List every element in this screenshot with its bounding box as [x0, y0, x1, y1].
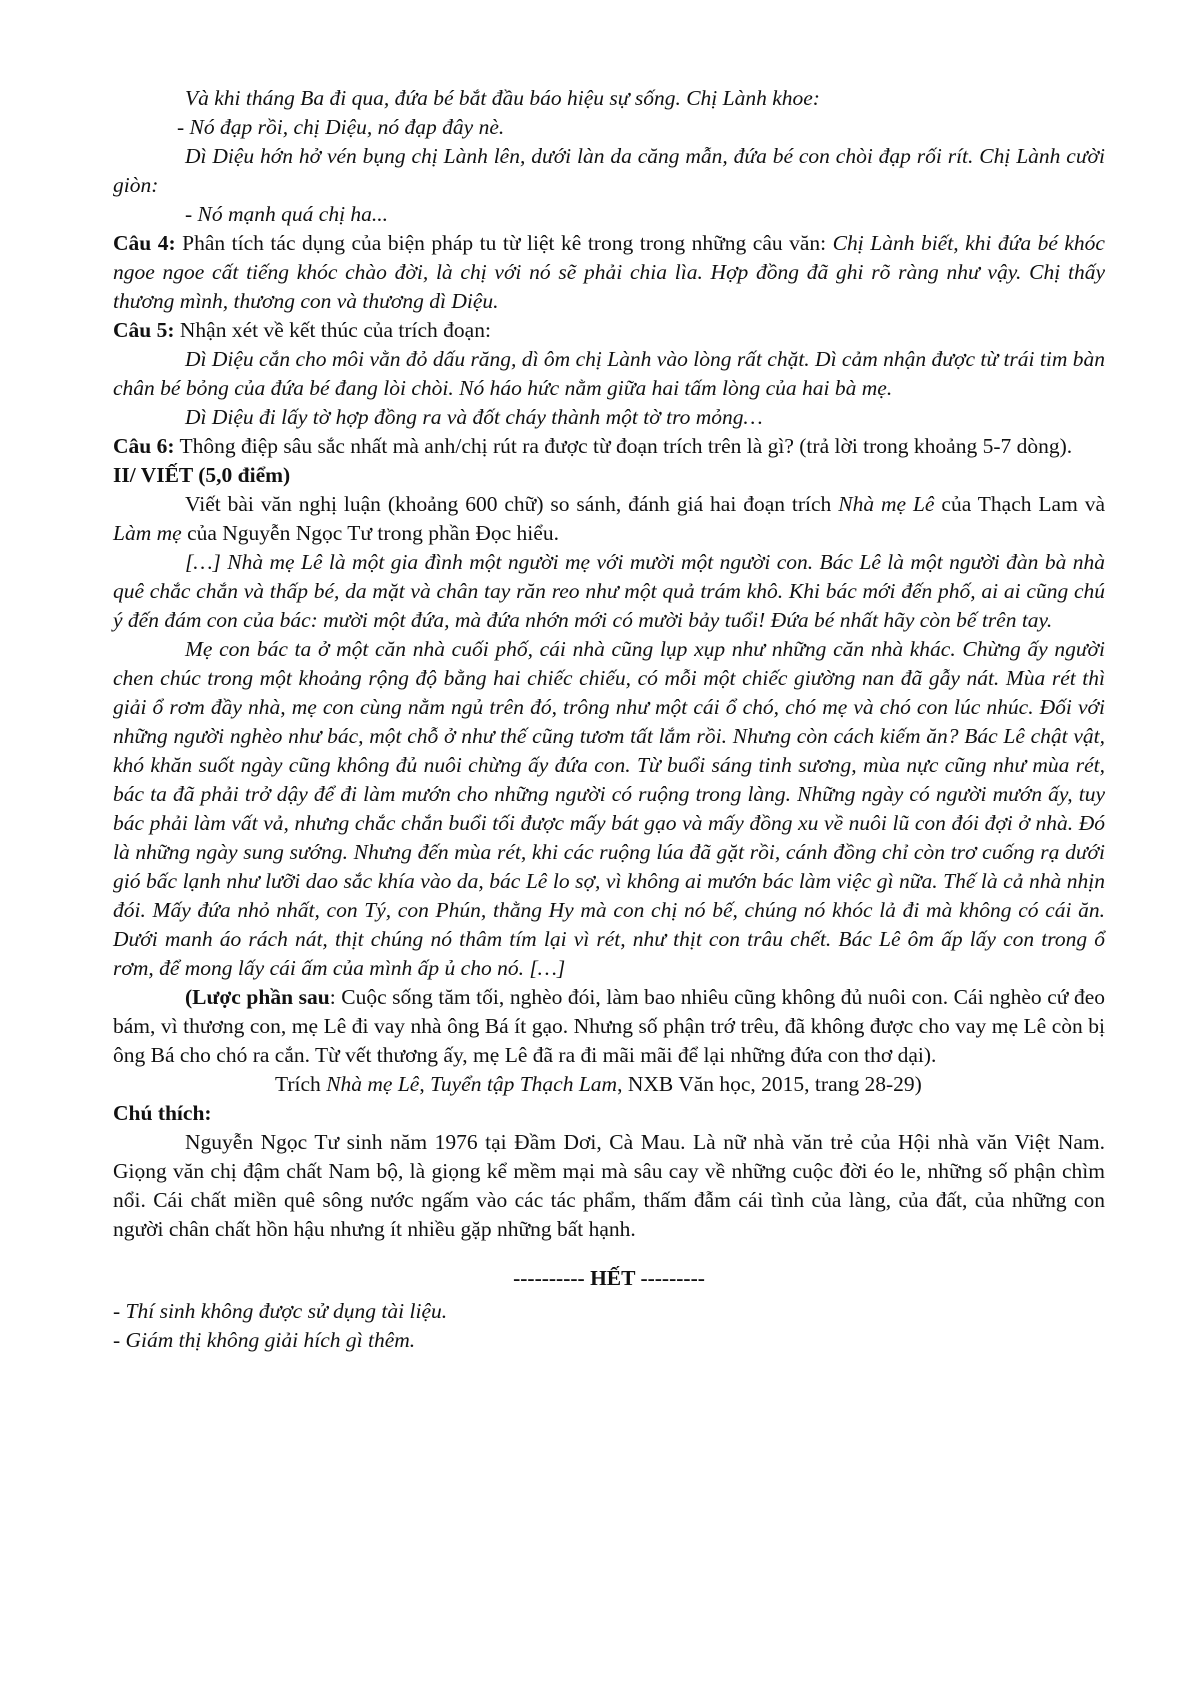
- note-heading: Chú thích:: [113, 1101, 212, 1125]
- work-title-2: Làm mẹ: [113, 521, 182, 545]
- passage-line-2: - Nó đạp rồi, chị Diệu, nó đạp đây nè.: [177, 115, 505, 139]
- excerpt-paragraph-2: Mẹ con bác ta ở một căn nhà cuối phố, cái nhà cũng lụp xụp như những căn nhà khác. Chừng ấy người chen chúc trong một khoảng rộng độ bằng hai chiếc chiếu, có mỗi một chiếc giường nan đã gẫy nát. Mùa rét thì giải ổ rơm đầy nhà, mẹ con cùng nằm ngủ trên đó, trông như một cái ổ chó, chó mẹ và chó con lúc nhúc. Đối với những người nghèo như bác, một chỗ ở như thế cũng tươm tất lắm rồi. Nhưng còn cách kiếm ăn? Bác Lê chật vật, khó khăn suốt ngày cũng không đủ nuôi chừng ấy đứa con. Từ buổi sáng tinh sương, mùa nực cũng như mùa rét, bác ta đã phải trở dậy để đi làm mướn cho những người có ruộng trong làng. Những ngày có người mướn ấy, tuy bác phải làm vất vả, nhưng chắc chắn buổi tối được mấy bát gạo và mấy đồng xu về nuôi lũ con đói đợi ở nhà. Đó là những ngày sung sướng. Nhưng đến mùa rét, khi các ruộng lúa đã gặt rồi, cánh đồng chỉ còn trơ cuống rạ dưới gió bấc lạnh như lưỡi dao sắc khía vào da, bác Lê lo sợ, vì không ai mướn bác làm việc gì nữa. Thế là cả nhà nhịn đói. Mấy đứa nhỏ nhất, con Tý, con Phún, thằng Hy mà con chị nó bế, chúng nó khóc lả đi mà không có cái ăn. Dưới manh áo rách nát, thịt chúng nó thâm tím lại vì rét, như thịt con trâu chết. Bác Lê ôm ấp lấy con trong ổ rơm, để mong lấy cái ấm của mình ấp ủ cho nó. […]: [113, 637, 1105, 980]
- question-4-label: Câu 4:: [113, 231, 176, 255]
- question-6-text: Thông điệp sâu sắc nhất mà anh/chị rút ra được từ đoạn trích trên là gì? (trả lời trong khoảng 5-7 dòng).: [174, 434, 1073, 458]
- work-title-1: Nhà mẹ Lê: [838, 492, 935, 516]
- excerpt-paragraph-1: […] Nhà mẹ Lê là một gia đình một người mẹ với mười một người con. Bác Lê là một người đàn bà nhà quê chắc chắn và thấp bé, da mặt và chân tay răn reo như một quả trám khô. Khi bác mới đến phố, ai ai cũng chú ý đến đám con của bác: mười một đứa, mà đứa nhớn mới có mười bảy tuổi! Đứa bé nhất hãy còn bế trên tay.: [113, 550, 1105, 632]
- question-6-label: Câu 6:: [113, 434, 175, 458]
- excerpt-summary: (Lược phần sau: Cuộc sống tăm tối, nghèo đói, làm bao nhiêu cũng không đủ nuôi con. Cái nghèo cứ đeo bám, vì thương con, mẹ Lê đi vay nhà ông Bá ít gạo. Nhưng số phận trớ trêu, đã không được cho vay mẹ Lê còn bị ông Bá cho chó ra cắn. Từ vết thương ấy, mẹ Lê đã ra đi mãi mãi để lại những đứa con thơ dại).: [113, 985, 1105, 1067]
- question-5-quote-1: Dì Diệu cắn cho môi vằn đỏ dấu răng, dì ôm chị Lành vào lòng rất chặt. Dì cảm nhận được từ trái tim bàn chân bé bỏng của đứa bé đang lòi chòi. Nó háo hức nằm giữa hai tấm lòng của hai bà mẹ.: [113, 347, 1105, 400]
- summary-label: (Lược phần sau: [185, 985, 330, 1009]
- passage-line-1: Và khi tháng Ba đi qua, đứa bé bắt đầu báo hiệu sự sống. Chị Lành khoe:: [185, 86, 820, 110]
- passage-line-3: Dì Diệu hớn hở vén bụng chị Lành lên, dưới làn da căng mẫn, đứa bé con chòi đạp rối rít. Chị Lành cười giòn:: [113, 144, 1105, 197]
- exam-rule-2: - Giám thị không giải hích gì thêm.: [113, 1328, 416, 1352]
- passage-line-4: - Nó mạnh quá chị ha...: [185, 202, 389, 226]
- question-4-text: Phân tích tác dụng của biện pháp tu từ liệt kê trong trong những câu văn:: [175, 231, 833, 255]
- question-5-label: Câu 5:: [113, 318, 175, 342]
- question-4: [113, 229, 1105, 316]
- question-4-quote: Chị Lành biết, khi đứa bé khóc ngoe ngoe cất tiếng khóc chào đời, là chị với nó sẽ phải chia lìa. Hợp đồng đã ghi rõ ràng như vậy. Chị thấy thương mình, thương con và thương dì Diệu.: [113, 231, 1105, 313]
- question-5-quote-2: Dì Diệu đi lấy tờ hợp đồng ra và đốt cháy thành một tờ tro mỏng…: [185, 405, 763, 429]
- excerpt-source: Trích Nhà mẹ Lê, Tuyển tập Thạch Lam, NXB Văn học, 2015, trang 28-29): [275, 1072, 922, 1096]
- exam-page: [113, 84, 1105, 1355]
- question-6: [113, 432, 1105, 461]
- question-5-text: Nhận xét về kết thúc của trích đoạn:: [174, 318, 491, 342]
- writing-task: Viết bài văn nghị luận (khoảng 600 chữ) so sánh, đánh giá hai đoạn trích Nhà mẹ Lê của Thạch Lam và Làm mẹ của Nguyễn Ngọc Tư trong phần Đọc hiểu.: [113, 492, 1106, 545]
- question-5: [113, 316, 1105, 345]
- section-2-heading: II/ VIẾT (5,0 điểm): [113, 463, 291, 487]
- note-text: Nguyễn Ngọc Tư sinh năm 1976 tại Đầm Dơi, Cà Mau. Là nữ nhà văn trẻ của Hội nhà văn Việt Nam. Giọng văn chị đậm chất Nam bộ, là giọng kể mềm mại mà sâu cay về những cuộc đời éo le, những số phận chìm nổi. Cái chất miền quê sông nước ngấm vào các tác phẩm, thấm đẫm cái tình của làng, của đất, của những con người chân chất hồn hậu nhưng ít nhiều gặp những bất hạnh.: [113, 1130, 1105, 1241]
- exam-rule-1: - Thí sinh không được sử dụng tài liệu.: [113, 1299, 448, 1323]
- end-marker: ---------- HẾT ---------: [513, 1266, 705, 1290]
